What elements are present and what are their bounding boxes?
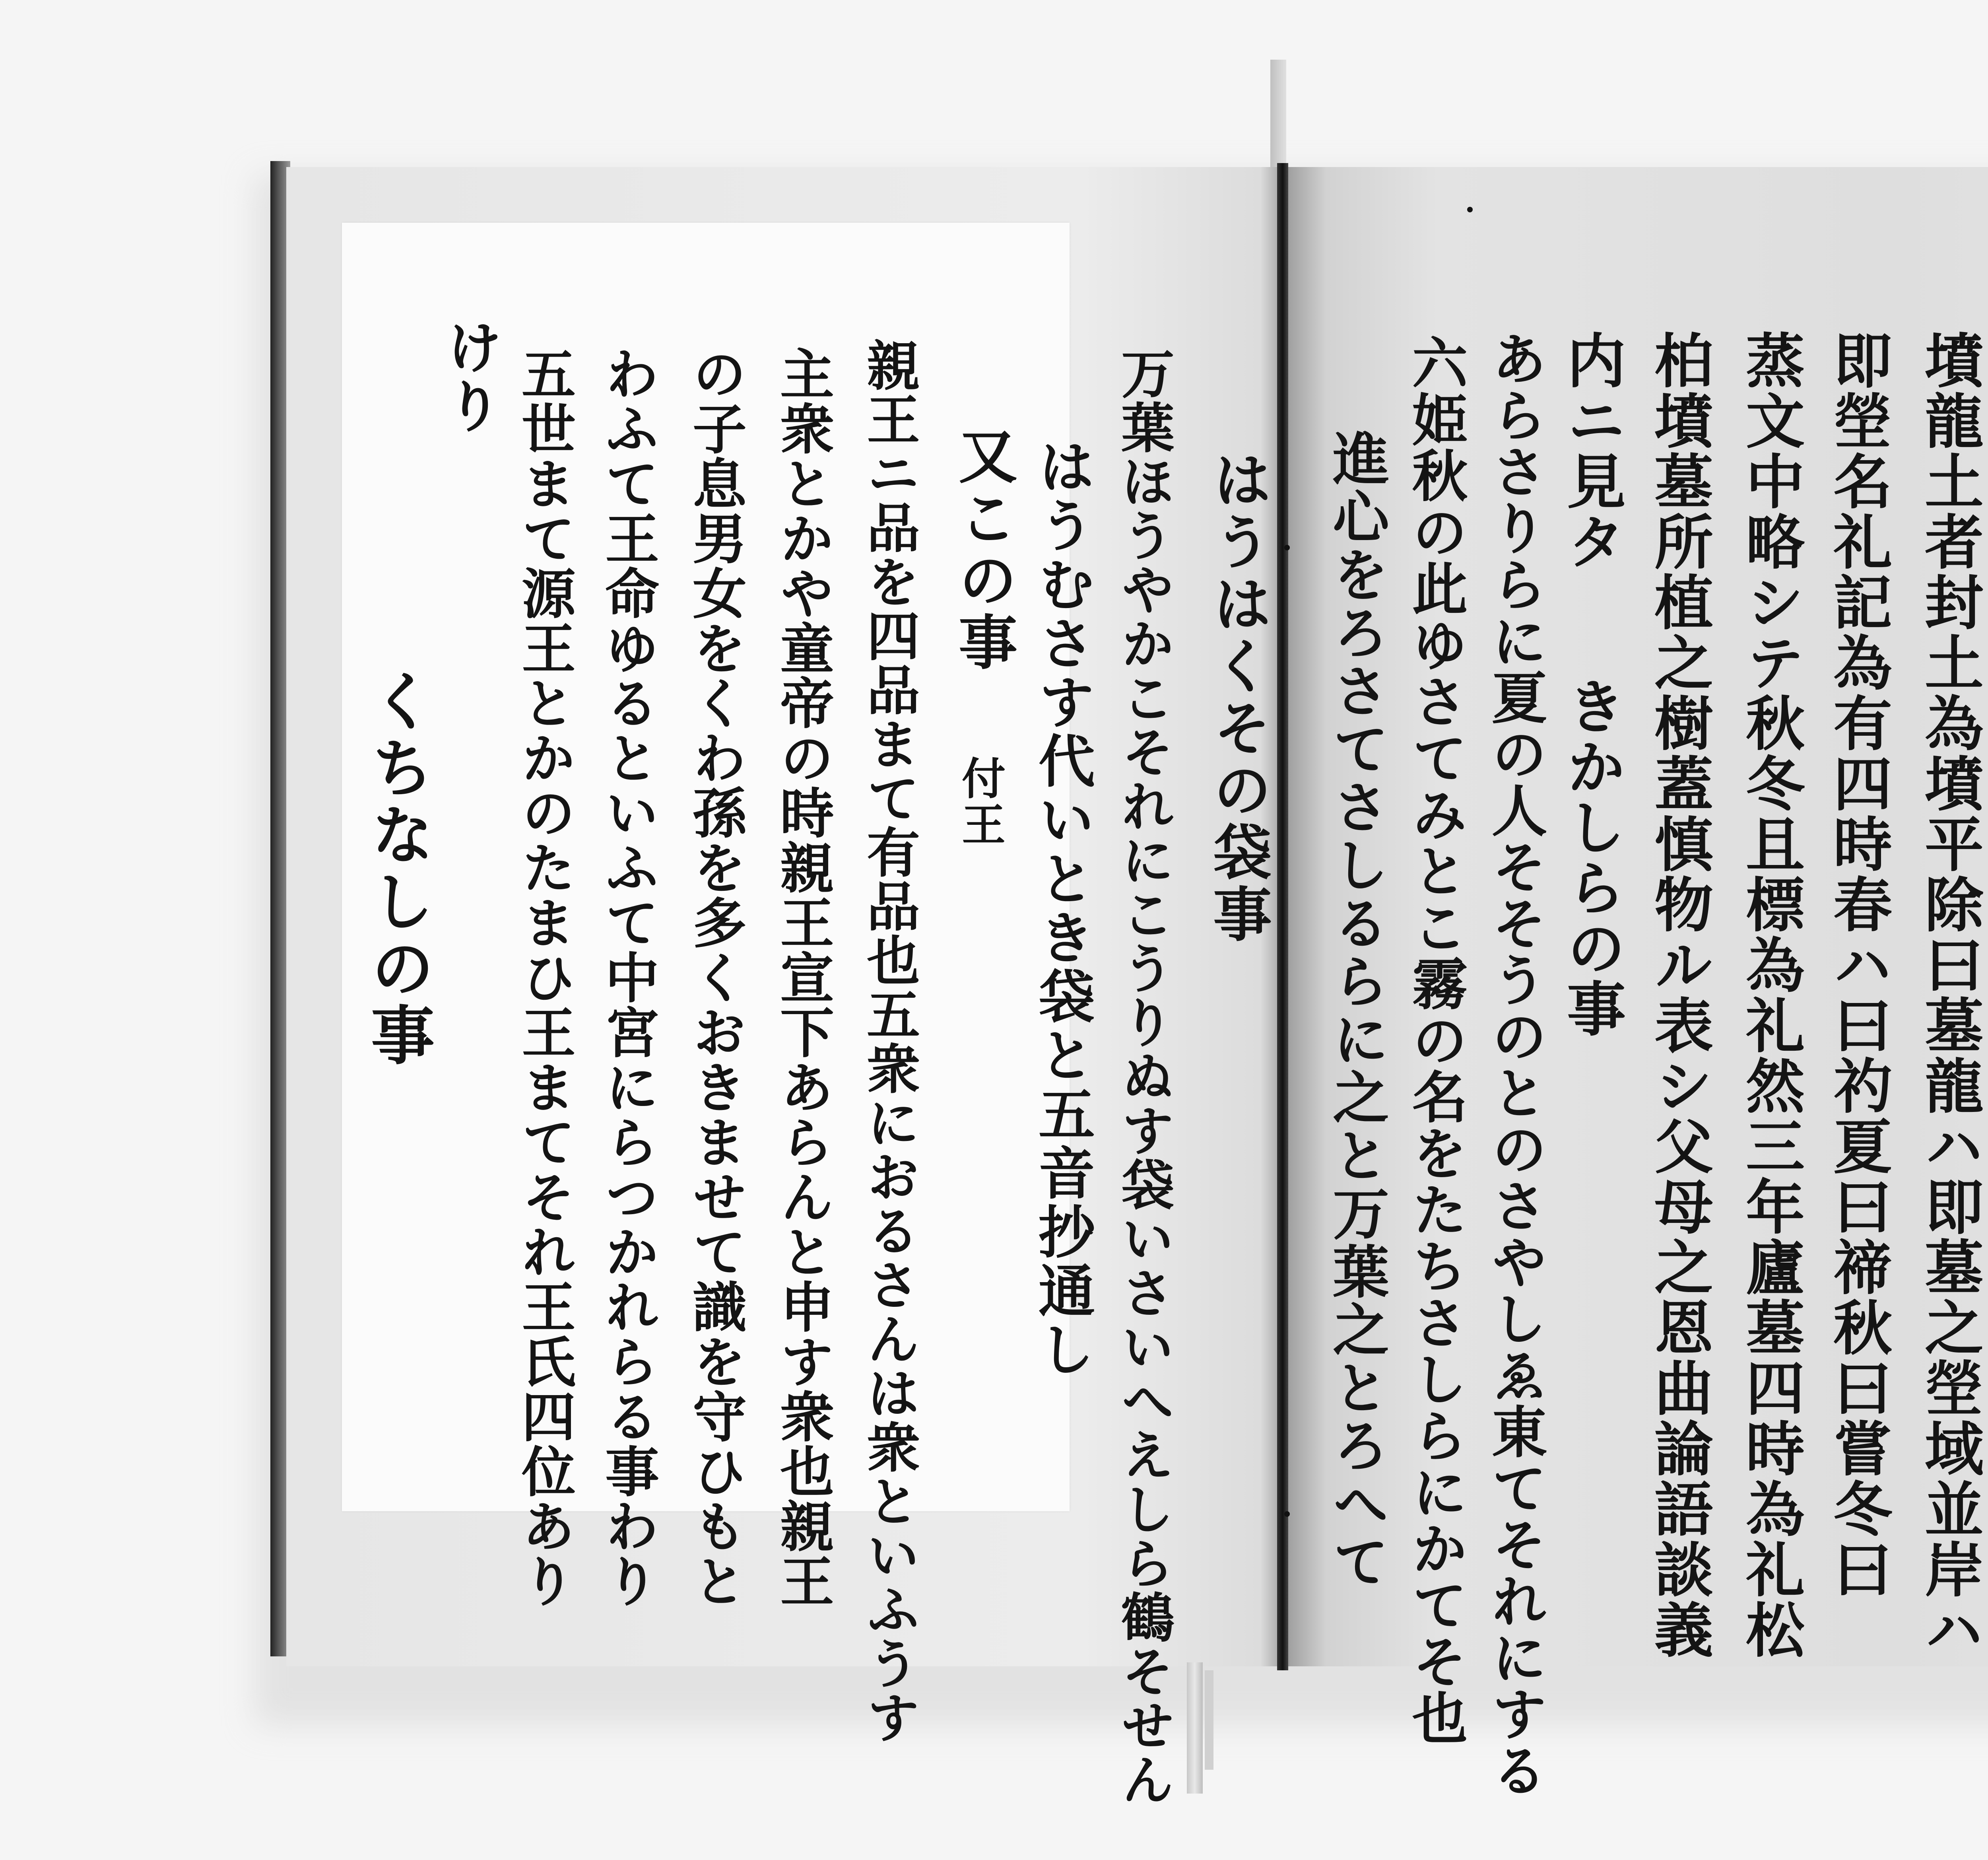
text-column: 万葉ほうやかこそれにこうりぬす袋いさいへえしら鶴そせん [1112,346,1175,1806]
text-column: きかしらの事 [1557,676,1627,1039]
text-column: 即塋名礼記為有四時春ハ曰礿夏曰禘秋曰嘗冬曰 [1824,330,1893,1600]
text-column: 進心をろさてさしるらに之と万葉之とろへて [1323,430,1389,1591]
bookmark-ribbon [1187,1662,1203,1794]
text-column: 主衆とかや童帝の時親王宣下あらんと申す衆也親王 [771,346,834,1608]
text-column: 親王ニ品を四品まて有品也五衆におるさんは衆といふうす [858,338,921,1744]
text-column: 付王 [955,756,1006,848]
bookmark-ribbon-top [1270,60,1286,171]
text-column: はうはくその袋事 [1204,449,1273,946]
text-column: 五世まて源王とかのたまひ王まてそれ王氏四位あり [512,346,576,1608]
book-gutter [1277,163,1288,1670]
text-column: わふて王命ゆるといふて中宮にらつかれらる事わり [596,346,659,1608]
text-column: 六姫秋の此ゆさてみとこ霧の名をたちさしらにかてそ也 [1403,334,1468,1746]
bookmark-ribbon-thin [1205,1670,1213,1770]
binding-mark [1284,1511,1290,1517]
text-column: 内ニ見タ [1557,330,1627,572]
text-column: 蒸文中略シテ秋冬且標為礼然三年廬墓四時為礼松 [1736,330,1806,1660]
binding-mark [1467,207,1473,212]
text-column: あらさりらに夏の人そそうのとのさやしゑ東てそれにする [1482,330,1547,1798]
text-column: 墳龍土者封土為墳平除曰墓龍ハ即墓之塋域並岸ハ [1915,330,1984,1660]
text-column: 又この事 [949,426,1018,674]
text-column: けり [437,318,503,436]
text-column: くちなしの事 [360,668,435,1069]
text-column: 柏墳墓所植之樹蓋慎物ル表シ父母之恩曲論語談義 [1645,330,1714,1660]
binding-mark [1284,545,1290,550]
text-column: はうむさす代いとき袋と五音抄通し [1029,437,1095,1379]
text-column: の子息男女をくわ孫を多くおきませて識を守ひもと [683,346,747,1608]
